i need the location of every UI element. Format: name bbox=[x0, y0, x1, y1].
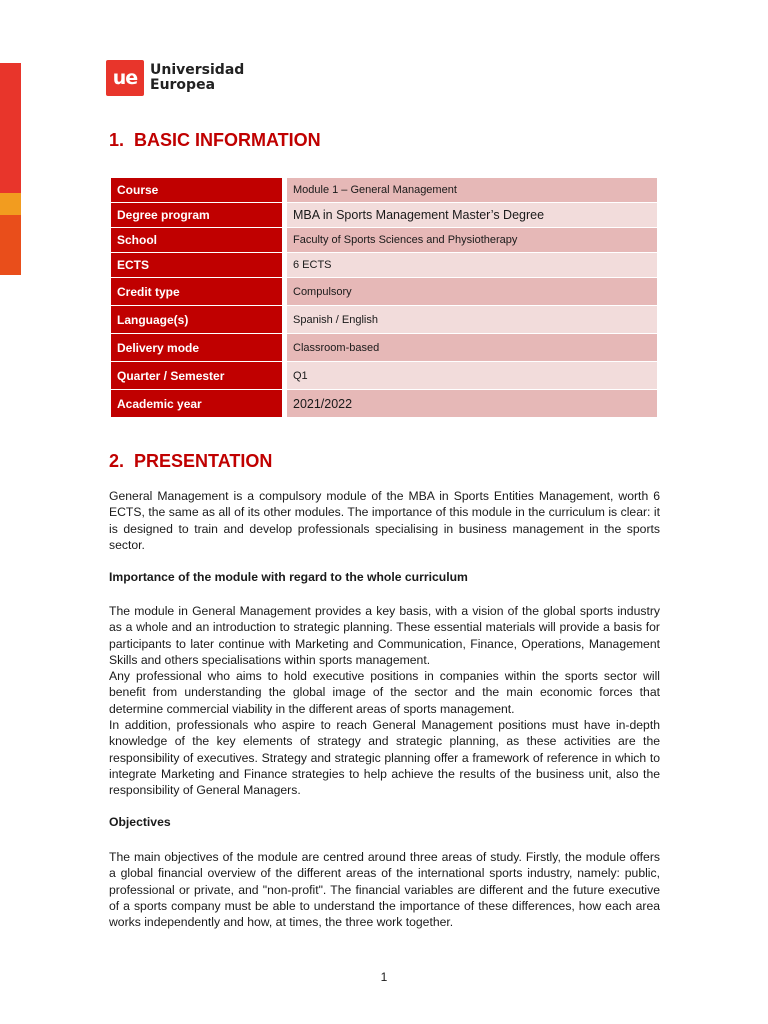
row-label: Degree program bbox=[111, 203, 287, 227]
decorative-bar-orange bbox=[0, 193, 21, 215]
table-row bbox=[111, 390, 657, 417]
row-value: 2021/2022 bbox=[287, 390, 657, 417]
table-row bbox=[111, 334, 657, 361]
logo-wordmark bbox=[150, 63, 244, 93]
table-row bbox=[111, 306, 657, 333]
row-value: MBA in Sports Management Master’s Degree bbox=[287, 203, 657, 227]
table-row bbox=[111, 203, 657, 227]
presentation-intro bbox=[109, 488, 660, 553]
section-title: BASIC INFORMATION bbox=[134, 130, 321, 150]
row-value: Classroom-based bbox=[287, 334, 657, 361]
row-label: School bbox=[111, 228, 287, 252]
section-title: PRESENTATION bbox=[134, 451, 273, 471]
row-value: Faculty of Sports Sciences and Physiotherapy bbox=[287, 228, 657, 252]
section-heading-presentation bbox=[109, 451, 272, 472]
table-row bbox=[111, 278, 657, 305]
section-number: 2. bbox=[109, 451, 125, 471]
row-label: Language(s) bbox=[111, 306, 287, 333]
table-row bbox=[111, 228, 657, 252]
importance-heading: Importance of the module with regard to the whole curriculum bbox=[109, 570, 468, 584]
logo-mark-icon: ue bbox=[106, 60, 144, 96]
table-row bbox=[111, 178, 657, 202]
row-label: Credit type bbox=[111, 278, 287, 305]
objectives-heading: Objectives bbox=[109, 815, 171, 829]
row-label: Quarter / Semester bbox=[111, 362, 287, 389]
paragraph: The main objectives of the module are centred around three areas of study. Firstly, the module offers a global financial overview of the different areas of the international sports industry, namely: public, professional or private, and "non-profit". The financial variables are different and the future executive of a sports company must be able to understand the importance of these differences, how each area works independently and how, at times, the three work together. bbox=[109, 850, 660, 930]
decorative-bar-dark-orange bbox=[0, 215, 21, 275]
paragraph: Any professional who aims to hold executive positions in companies within the sports sector will benefit from understanding the global image of the sector and the main economic forces that determine commercial viability in the different areas of sports management. bbox=[109, 669, 660, 716]
row-value: 6 ECTS bbox=[287, 253, 657, 277]
basic-info-table bbox=[111, 177, 657, 418]
paragraph: The module in General Management provides a key basis, with a vision of the global sports industry as a whole and an introduction to strategic planning. These essential materials will provide a basis for participants to later continue with Marketing and Communication, Finance, Operations, Management Skills and others specialisations within sports management. bbox=[109, 604, 660, 667]
logo-name-line2: Europea bbox=[150, 77, 216, 93]
section-number: 1. bbox=[109, 130, 125, 150]
row-value: Q1 bbox=[287, 362, 657, 389]
table-row bbox=[111, 362, 657, 389]
logo-name-line1: Universidad bbox=[150, 62, 245, 78]
objectives-text bbox=[109, 849, 660, 930]
university-logo bbox=[106, 60, 244, 96]
importance-text bbox=[109, 603, 660, 799]
row-value: Compulsory bbox=[287, 278, 657, 305]
decorative-bar-red bbox=[0, 63, 21, 193]
row-label: Academic year bbox=[111, 390, 287, 417]
table-row bbox=[111, 253, 657, 277]
paragraph: General Management is a compulsory module of the MBA in Sports Entities Management, worth 6 ECTS, the same as all of its other modules. The importance of this module in the curriculum is clear: it is designed to train and develop professionals specialising in business management in the sports sector. bbox=[109, 489, 660, 552]
row-value: Spanish / English bbox=[287, 306, 657, 333]
row-label: Delivery mode bbox=[111, 334, 287, 361]
row-label: Course bbox=[111, 178, 287, 202]
row-label: ECTS bbox=[111, 253, 287, 277]
row-value: Module 1 – General Management bbox=[287, 178, 657, 202]
page-number: 1 bbox=[380, 970, 388, 984]
section-heading-basic-info bbox=[109, 130, 321, 151]
paragraph: In addition, professionals who aspire to reach General Management positions must have in-depth knowledge of the key elements of strategy and strategic planning, as these activities are the responsibility of executives. Strategy and strategic planning offer a framework of reference in which to integrate Marketing and Finance strategies to help achieve the results of the business unit, also the responsibility of General Managers. bbox=[109, 718, 660, 798]
